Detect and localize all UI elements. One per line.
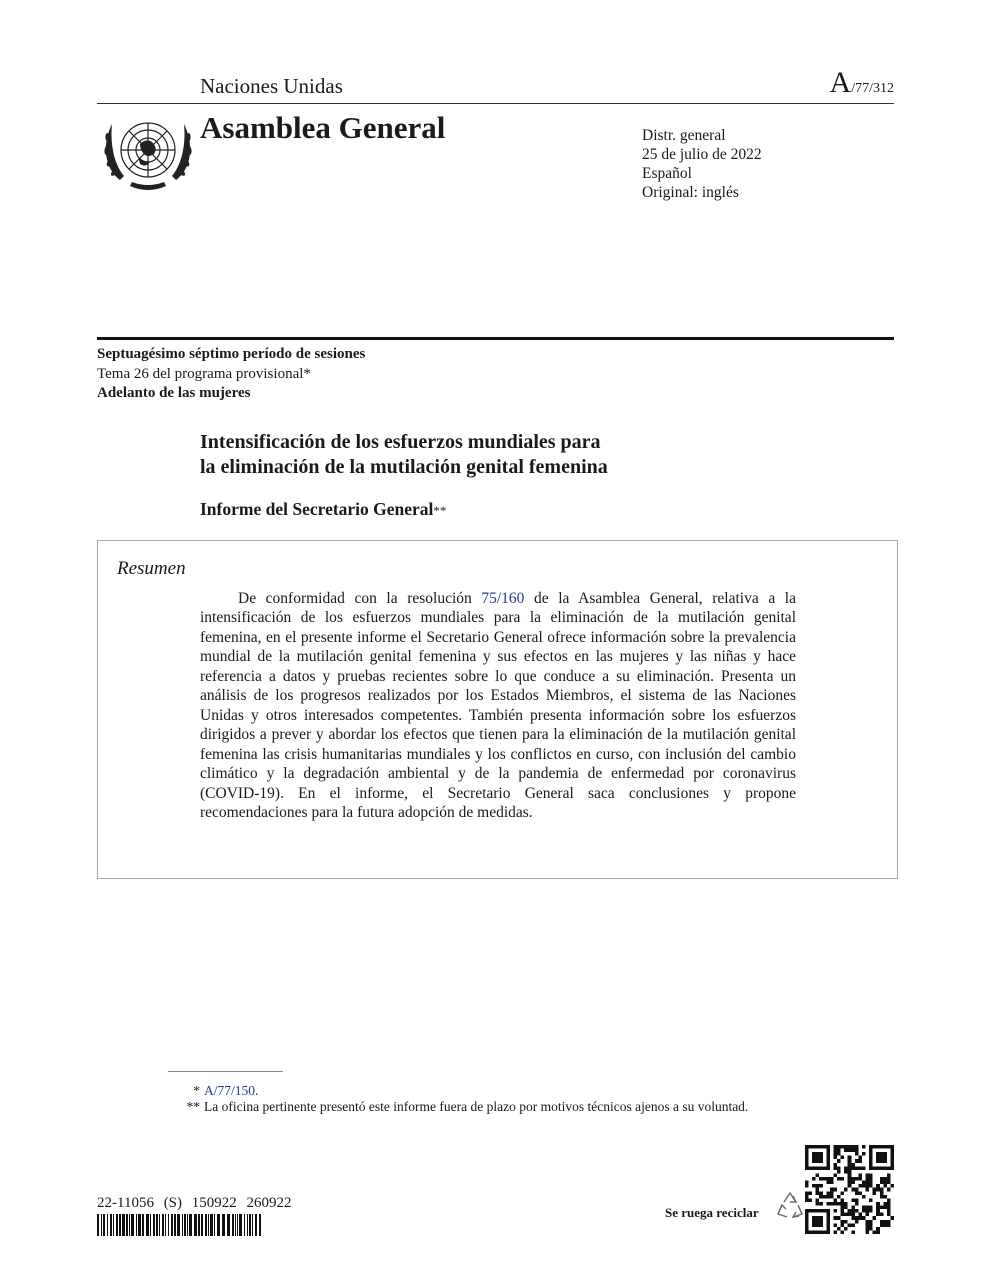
summary-text-rest: de la Asamblea General, relativa a la intensificación de los esfuerzos mundiales para la eliminación de la mutilación genital femenina, en el presente informe el Secretario General ofrece información sobre la prevalencia mundial de la mutilación genital femenina y sus efectos en las mujeres y las niñas y hace referencia a datos y pruebas recientes sobre lo que conduce a su eliminación. Presenta un análisis de los progresos realizados por los Estados Miembros, el sistema de las Naciones Unidas y otros interesados competentes. También presenta información sobre los esfuerzos dirigidos a prever y abordar los efectos que tienen para la eliminación de la mutilación genital femenina las crisis humanitarias mundiales y los conflictos en curso, con inclusión del cambio climático y la degradación ambiental y de la pandemia de enfermedad por coronavirus (COVID-19). En el informe, el Secretario General saca conclusiones y propone recomendaciones para la futura adopción de medidas. bbox=[200, 590, 796, 821]
distribution-original: Original: inglés bbox=[642, 184, 739, 201]
footnote-1-text: . bbox=[255, 1083, 259, 1098]
date-code-2: 260922 bbox=[246, 1195, 292, 1211]
subtitle-footnote-mark: ** bbox=[433, 503, 447, 518]
date-code-1: 150922 bbox=[191, 1195, 237, 1211]
document-symbol bbox=[830, 66, 894, 100]
footnote-rule bbox=[168, 1071, 283, 1072]
session-block bbox=[97, 345, 365, 404]
summary-heading: Resumen bbox=[117, 558, 186, 579]
footnote-2-text: La oficina pertinente presentó este informe fuera de plazo por motivos técnicos ajenos a su voluntad. bbox=[204, 1099, 749, 1114]
header-rule bbox=[97, 103, 894, 104]
agenda-item: Tema 26 del programa provisional* bbox=[97, 365, 311, 382]
footnote-2-mark: ** bbox=[186, 1099, 200, 1114]
subtitle-text: Informe del Secretario General bbox=[200, 499, 434, 519]
footnote-1-link[interactable]: A/77/150 bbox=[204, 1083, 256, 1098]
session-rule bbox=[97, 337, 894, 340]
recycle-label: Se ruega reciclar bbox=[665, 1205, 759, 1220]
resolution-link[interactable]: 75/160 bbox=[481, 590, 525, 607]
distribution-type: Distr. general bbox=[642, 127, 726, 144]
summary-text-start: De conformidad con la resolución bbox=[238, 590, 482, 607]
symbol-number: /77/312 bbox=[851, 81, 894, 96]
distribution-block bbox=[642, 126, 762, 202]
un-emblem-icon bbox=[100, 110, 196, 196]
symbol-letter: A bbox=[829, 66, 852, 99]
barcode-icon bbox=[97, 1214, 262, 1236]
body-name: Asamblea General bbox=[200, 110, 446, 145]
distribution-date: 25 de julio de 2022 bbox=[642, 146, 762, 163]
document-number: 22-11056 (S) bbox=[97, 1195, 183, 1211]
qr-code-icon bbox=[805, 1145, 894, 1234]
session-name: Septuagésimo séptimo período de sesiones bbox=[97, 346, 366, 362]
organization-name: Naciones Unidas bbox=[200, 74, 343, 98]
document-number-line bbox=[97, 1195, 292, 1212]
document-title bbox=[200, 430, 760, 480]
title-line-1: Intensificación de los esfuerzos mundiales para bbox=[200, 431, 601, 453]
agenda-topic: Adelanto de las mujeres bbox=[97, 385, 251, 401]
footnote-1-mark: * bbox=[193, 1083, 200, 1098]
recycle-icon bbox=[775, 1190, 805, 1222]
footnote-1 bbox=[176, 1083, 776, 1099]
footnote-2 bbox=[176, 1099, 776, 1115]
document-subtitle bbox=[200, 499, 446, 520]
title-line-2: la eliminación de la mutilación genital femenina bbox=[200, 456, 608, 478]
distribution-language: Español bbox=[642, 165, 692, 182]
summary-text bbox=[200, 589, 796, 822]
